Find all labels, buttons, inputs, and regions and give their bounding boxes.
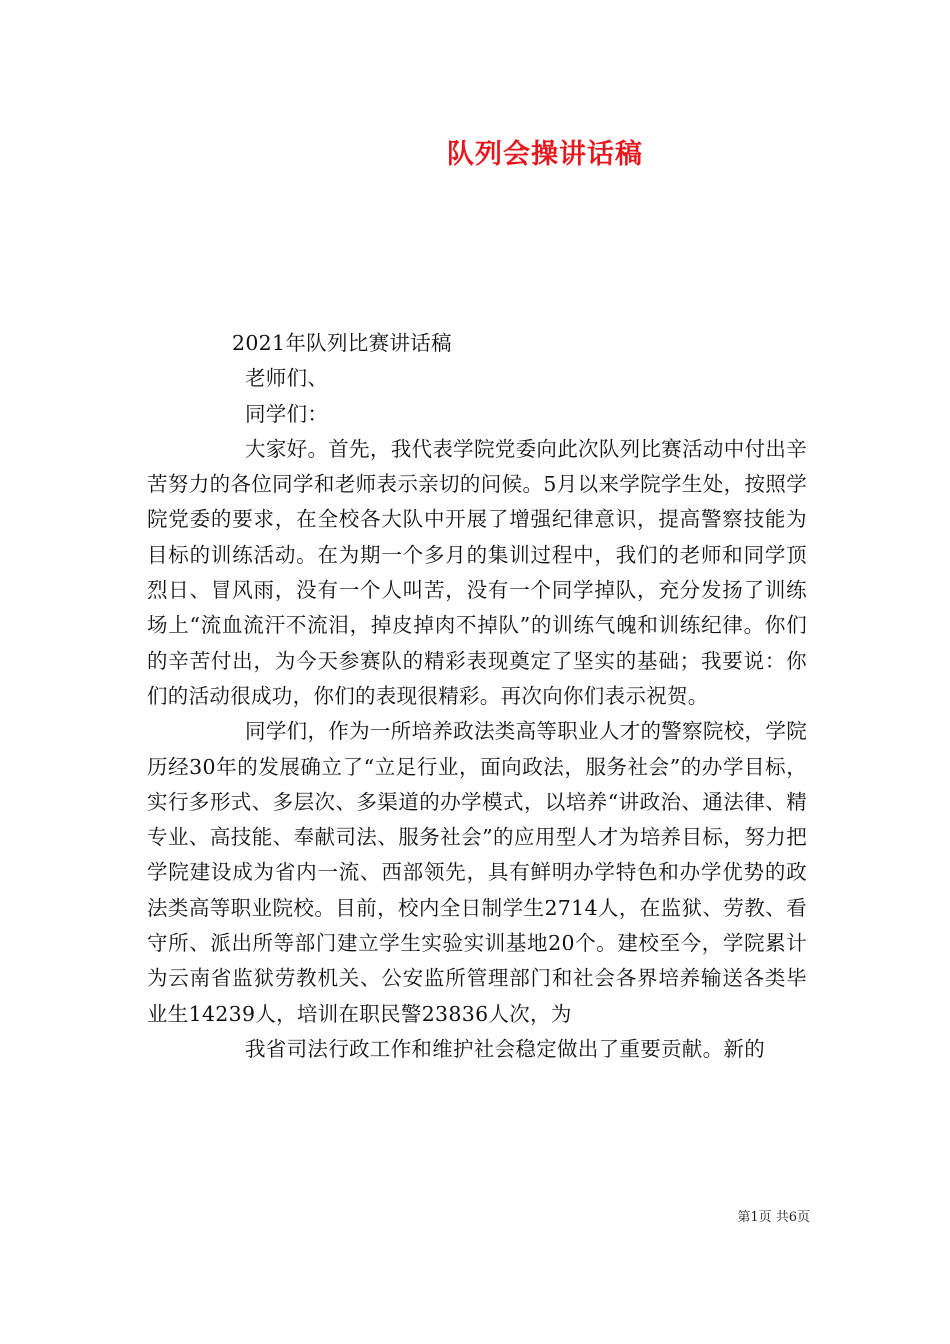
paragraph-3: 我省司法行政工作和维护社会稳定做出了重要贡献。新的 [245,1036,765,1061]
page-number: 第1页 共6页 [737,1210,810,1225]
document-title: 队列会操讲话稿 [447,139,643,170]
greeting-students: 同学们： [245,401,329,426]
document-body [147,326,807,1067]
paragraph-1: 大家好。首先，我代表学院党委向此次队列比赛活动中付出辛苦努力的各位同学和老师表示亲切的问候。5月以来学院学生处，按照学院党委的要求，在全校各大队中开展了增强纪律意识，提高警察技能为目标的训练活动。在为期一个多月的集训过程中，我们的老师和同学顶烈日、冒风雨，没有一个人叫苦，没有一个同学掉队，充分发扬了训练场上“流血流汗不流泪，掉皮掉肉不掉队”的训练气魄和训练纪律。你们的辛苦付出，为今天参赛队的精彩表现奠定了坚实的基础；我要说：你们的活动很成功，你们的表现很精彩。再次向你们表示祝贺。 [147,436,807,708]
speech-subtitle: 2021年队列比赛讲话稿 [232,331,452,355]
greeting-teachers: 老师们、 [245,366,329,391]
paragraph-2: 同学们，作为一所培养政法类高等职业人才的警察院校，学院历经30年的发展确立了“立足行业，面向政法，服务社会”的办学目标，实行多形式、多层次、多渠道的办学模式，以培养“讲政治、通法律、精专业、高技能、奉献司法、服务社会”的应用型人才为培养目标，努力把学院建设成为省内一流、西部领先，具有鲜明办学特色和办学优势的政法类高等职业院校。目前，校内全日制学生2714人，在监狱、劳教、看守所、派出所等部门建立学生实验实训基地20个。建校至今，学院累计为云南省监狱劳教机关、公安监所管理部门和社会各界培养输送各类毕业生14239人，培训在职民警23836人次，为 [147,719,807,1026]
